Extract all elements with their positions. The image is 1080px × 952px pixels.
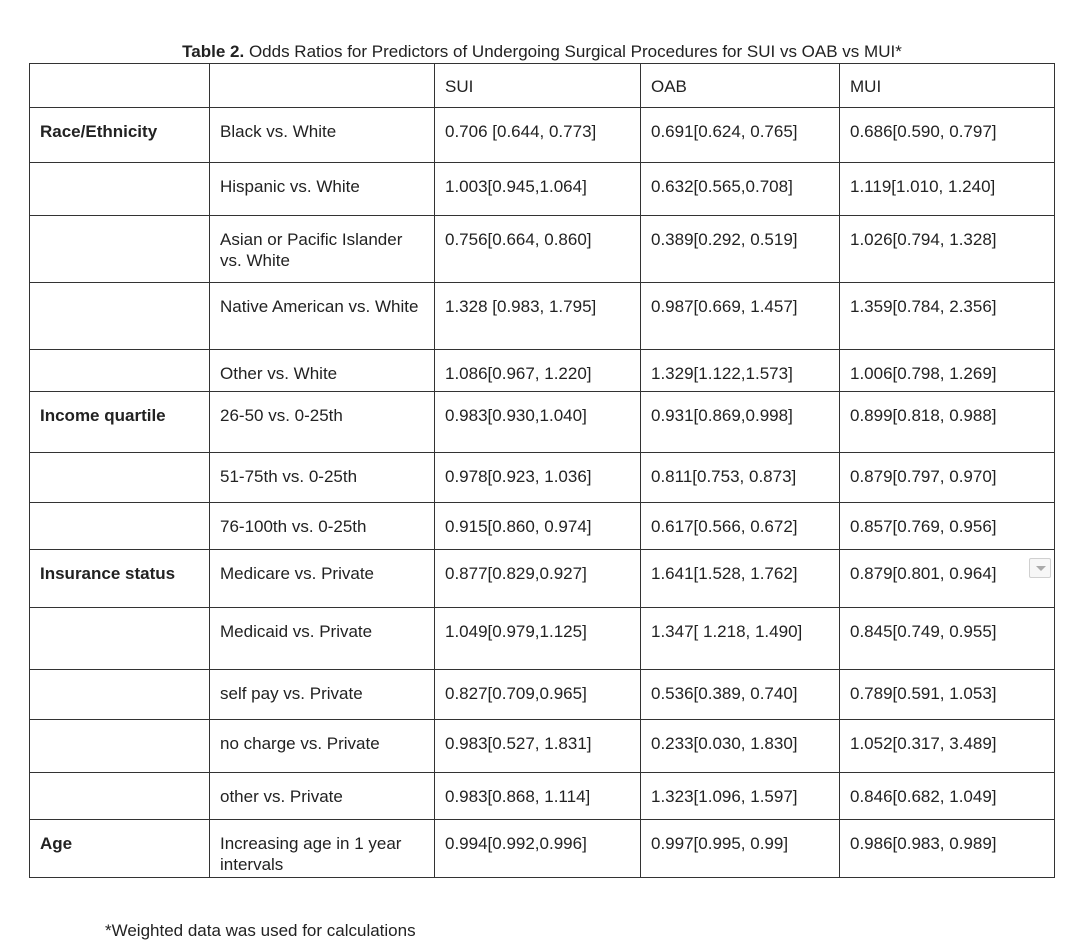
cell-group: Income quartile	[30, 392, 210, 453]
header-cell-oab: OAB	[641, 64, 840, 108]
cell-predictor: 51-75th vs. 0-25th	[210, 453, 435, 503]
cell-mui: 0.789[0.591, 1.053]	[840, 670, 1055, 720]
table-row	[30, 608, 1055, 670]
cell-oab: 0.632[0.565,0.708]	[641, 163, 840, 216]
cell-predictor: no charge vs. Private	[210, 720, 435, 773]
cell-sui: 0.756[0.664, 0.860]	[435, 216, 641, 283]
table-row	[30, 820, 1055, 878]
cell-predictor: Native American vs. White	[210, 283, 435, 350]
cell-predictor: 26-50 vs. 0-25th	[210, 392, 435, 453]
cell-oab: 0.691[0.624, 0.765]	[641, 108, 840, 163]
cell-predictor: Asian or Pacific Islander vs. White	[210, 216, 435, 283]
cell-group	[30, 283, 210, 350]
cell-oab: 0.536[0.389, 0.740]	[641, 670, 840, 720]
table-row	[30, 720, 1055, 773]
cell-predictor: Medicare vs. Private	[210, 550, 435, 608]
cell-predictor: self pay vs. Private	[210, 670, 435, 720]
header-cell-predictor	[210, 64, 435, 108]
table-row	[30, 283, 1055, 350]
cell-oab: 0.811[0.753, 0.873]	[641, 453, 840, 503]
table-row	[30, 216, 1055, 283]
cell-group	[30, 720, 210, 773]
cell-mui: 0.845[0.749, 0.955]	[840, 608, 1055, 670]
cell-sui: 0.994[0.992,0.996]	[435, 820, 641, 878]
cell-oab: 1.641[1.528, 1.762]	[641, 550, 840, 608]
table-row	[30, 163, 1055, 216]
cell-sui: 0.915[0.860, 0.974]	[435, 503, 641, 550]
cell-mui: 0.846[0.682, 1.049]	[840, 773, 1055, 820]
cell-oab: 1.329[1.122,1.573]	[641, 350, 840, 392]
table-caption	[30, 42, 1054, 62]
table-row	[30, 670, 1055, 720]
cell-sui: 0.827[0.709,0.965]	[435, 670, 641, 720]
header-cell-sui: SUI	[435, 64, 641, 108]
cell-mui: 0.686[0.590, 0.797]	[840, 108, 1055, 163]
cell-group	[30, 773, 210, 820]
cell-sui: 0.877[0.829,0.927]	[435, 550, 641, 608]
cell-group: Race/Ethnicity	[30, 108, 210, 163]
header-cell-group	[30, 64, 210, 108]
table-row	[30, 392, 1055, 453]
table-row	[30, 350, 1055, 392]
cell-mui: 0.986[0.983, 0.989]	[840, 820, 1055, 878]
cell-sui: 0.983[0.868, 1.114]	[435, 773, 641, 820]
cell-group	[30, 608, 210, 670]
table-row	[30, 503, 1055, 550]
cell-oab: 1.323[1.096, 1.597]	[641, 773, 840, 820]
table-footnote: *Weighted data was used for calculations	[105, 921, 416, 940]
header-cell-mui: MUI	[840, 64, 1055, 108]
cell-predictor: Hispanic vs. White	[210, 163, 435, 216]
cell-oab: 0.233[0.030, 1.830]	[641, 720, 840, 773]
cell-group	[30, 216, 210, 283]
cell-mui: 1.119[1.010, 1.240]	[840, 163, 1055, 216]
table-caption-label: Table 2.	[182, 42, 245, 61]
cell-group	[30, 503, 210, 550]
table-row	[30, 773, 1055, 820]
cell-oab: 0.997[0.995, 0.99]	[641, 820, 840, 878]
cell-group	[30, 163, 210, 216]
cell-predictor: other vs. Private	[210, 773, 435, 820]
cell-sui: 1.003[0.945,1.064]	[435, 163, 641, 216]
cell-predictor: Black vs. White	[210, 108, 435, 163]
cell-sui: 0.706 [0.644, 0.773]	[435, 108, 641, 163]
cell-mui: 0.857[0.769, 0.956]	[840, 503, 1055, 550]
cell-mui: 1.026[0.794, 1.328]	[840, 216, 1055, 283]
odds-ratio-table	[29, 63, 1055, 878]
cell-predictor: Other vs. White	[210, 350, 435, 392]
cell-group	[30, 350, 210, 392]
cell-oab: 0.617[0.566, 0.672]	[641, 503, 840, 550]
table-row	[30, 108, 1055, 163]
cell-sui: 0.983[0.527, 1.831]	[435, 720, 641, 773]
cell-mui: 1.359[0.784, 2.356]	[840, 283, 1055, 350]
table-row	[30, 550, 1055, 608]
cell-group	[30, 453, 210, 503]
chevron-down-icon	[1036, 566, 1046, 571]
cell-sui: 0.983[0.930,1.040]	[435, 392, 641, 453]
cell-menu-dropdown-button[interactable]	[1029, 558, 1051, 578]
cell-group: Insurance status	[30, 550, 210, 608]
table-row	[30, 453, 1055, 503]
cell-predictor: Increasing age in 1 year intervals	[210, 820, 435, 878]
cell-group	[30, 670, 210, 720]
table-body	[30, 64, 1055, 878]
cell-sui: 1.328 [0.983, 1.795]	[435, 283, 641, 350]
cell-sui: 1.086[0.967, 1.220]	[435, 350, 641, 392]
cell-mui: 0.879[0.797, 0.970]	[840, 453, 1055, 503]
cell-oab: 0.987[0.669, 1.457]	[641, 283, 840, 350]
cell-mui: 0.879[0.801, 0.964]	[840, 550, 1055, 608]
cell-oab: 0.389[0.292, 0.519]	[641, 216, 840, 283]
table-caption-text: Odds Ratios for Predictors of Undergoing Surgical Procedures for SUI vs OAB vs MUI*	[244, 42, 902, 61]
cell-oab: 0.931[0.869,0.998]	[641, 392, 840, 453]
cell-group: Age	[30, 820, 210, 878]
cell-sui: 1.049[0.979,1.125]	[435, 608, 641, 670]
cell-oab: 1.347[ 1.218, 1.490]	[641, 608, 840, 670]
cell-predictor: Medicaid vs. Private	[210, 608, 435, 670]
table-header-row	[30, 64, 1055, 108]
cell-predictor: 76-100th vs. 0-25th	[210, 503, 435, 550]
cell-sui: 0.978[0.923, 1.036]	[435, 453, 641, 503]
cell-mui: 1.006[0.798, 1.269]	[840, 350, 1055, 392]
cell-mui: 0.899[0.818, 0.988]	[840, 392, 1055, 453]
cell-mui: 1.052[0.317, 3.489]	[840, 720, 1055, 773]
